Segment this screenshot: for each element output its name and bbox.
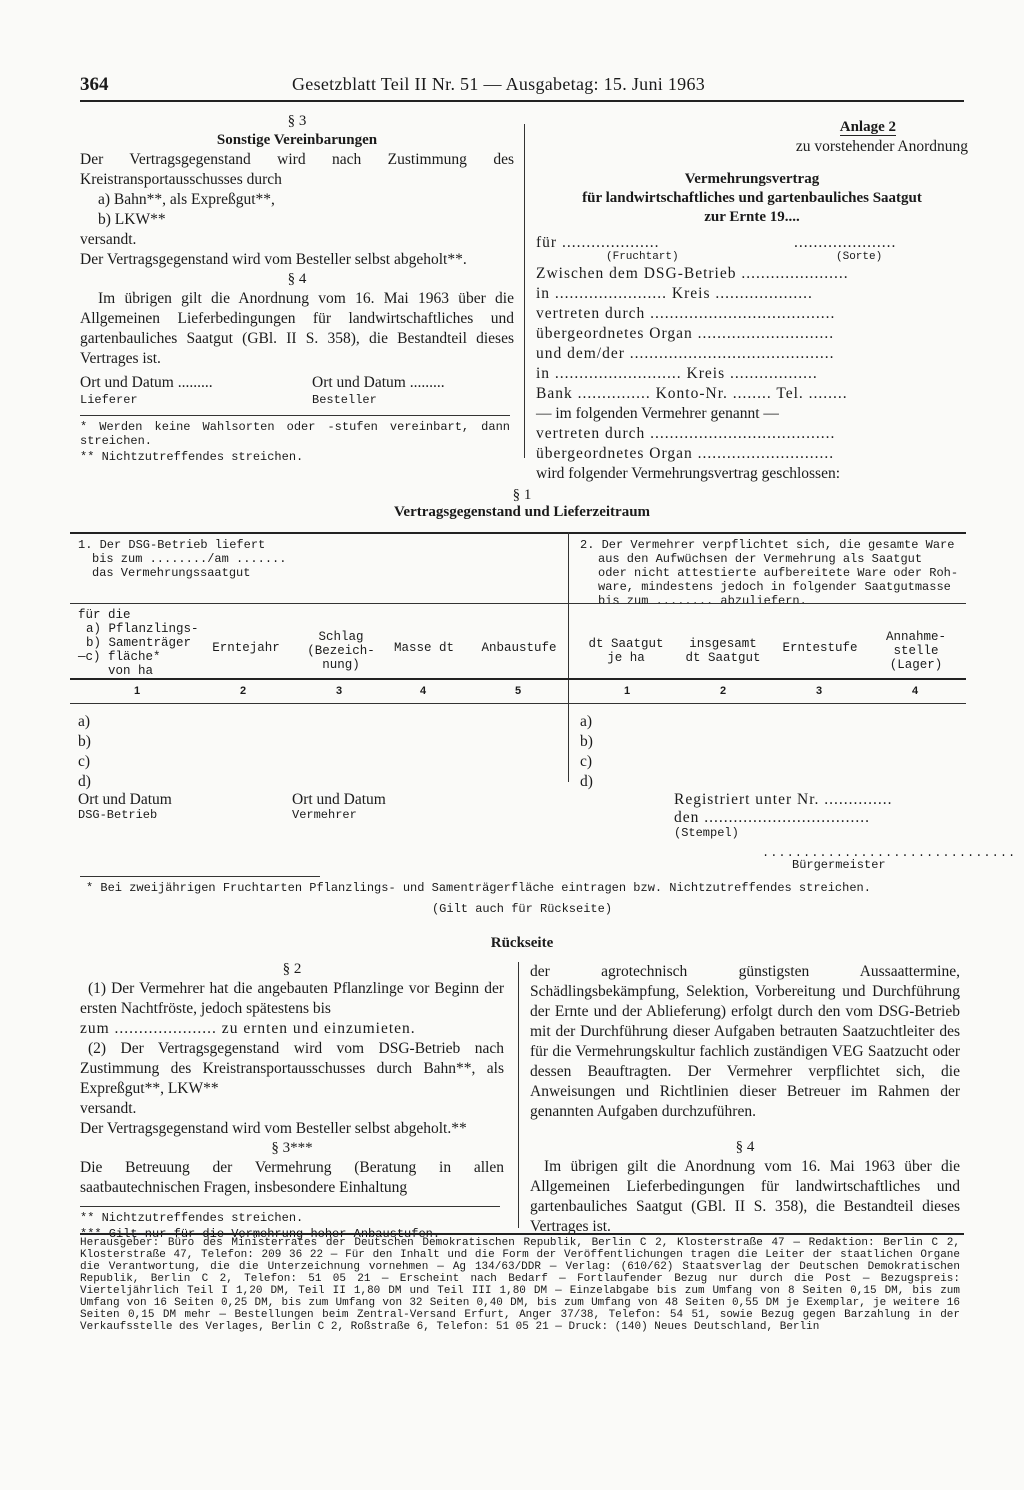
paragraph: (1) Der Vermehrer hat die angebauten Pflanzlinge vor Beginn der ersten Nachtfröste, jedoch spätestens bis — [80, 980, 504, 1017]
footnote: * Bei zweijährigen Fruchtarten Pflanzlings- und Samenträgerfläche eintragen bzw. Nichtzutreffendes streichen. — [86, 881, 871, 895]
role-label: Lieferer — [80, 393, 138, 407]
column-number: 5 — [515, 685, 522, 697]
box-left-text: 1. Der DSG-Betrieb liefert bis zum ......../am ....... das Vermehrungssaatgut — [78, 538, 287, 580]
footnote: *** Gilt nur für die Vermehrung hoher Anbaustufen. — [80, 1227, 441, 1241]
form-line: und dem/der .......................................... — [536, 345, 835, 362]
imprint: Herausgeber: Büro des Ministerrates der Deutschen Demokratischen Republik, Berlin C 2, Klosterstraße 47 — Redaktion: Berlin C 2, Klosterstraße 47, Telefon: 209 36 22 — Für den Inhalt und die Form der Veröffentlichungen tragen die Leiter der staatlichen Organe die Verantwortung, die die Unterzeichnung vornehmen — Ag 134/63/DDR — Verlag: (610/62) Staatsverlag der Deutschen Demokratischen Republik, Berlin C 2, Telefon: 51 05 21 — Erscheint nach Bedarf — Fortlaufender Bezug nur durch die Post — Bezugspreis: Vierteljährlich Teil I 1,20 DM, Teil II 1,80 DM und Teil III 1,80 DM — Einzelabgabe bis zum Umfang von 8 Seiten 0,15 DM, bis zum Umfang von 16 Seiten 0,25 DM, bis zum Umfang von 32 Seiten 0,40 DM, bis zum Umfang von 48 Seiten 0,55 DM je Exemplar, je weitere 16 Seiten 0,15 DM mehr — Bestellungen beim Zentral-Versand Erfurt, Anger 37/38, Telefon: 54 51, sowie Bezug gegen Barzahlung in der Verkaufsstelle des Verlages, Berlin C 2, Roßstraße 6, Telefon: 51 05 21 — Druck: (140) Neues Deutschland, Berlin — [80, 1237, 960, 1333]
box-right-text: 2. Der Vermehrer verpflichtet sich, die gesamte Ware aus den Aufwüchsen der Vermehrung als Saatgut oder nicht attestierte aufbereitete Ware oder Roh- ware, mindestens jedoch in folgender Saatgutmasse bis zum ........ abzuliefern. — [580, 538, 959, 608]
list-item: b) LKW** — [98, 211, 166, 228]
back-title: Rückseite — [490, 935, 554, 951]
paragraph: Die Betreuung der Vermehrung (Beratung in allen saatbautechnischen Fragen, insbesondere Einhaltung — [80, 1159, 504, 1196]
form-line: Bank ............... Konto-Nr. ........ Tel. ........ — [536, 385, 848, 402]
footnote: ** Nichtzutreffendes streichen. — [80, 1211, 304, 1225]
table-row: b) — [580, 733, 593, 750]
paragraph: der agrotechnisch günstigsten Aussaattermine, Schädlingsbekämpfung, Selektion, Vorbereitung und Durchführung der Ernte und der Ablieferung) erfolgt durch den vom DSG-Betrieb mit der Durchführung dieser Aufgaben betrauten Saatzuchtleiter des für die Vermehrungskultur fachlich zuständigen VEG Saatzucht oder dessen Beauftragten. Der Vermehrer verpflichtet sich, die Anweisungen und Richtlinien dieser Betreuer im Rahmen der genannten Aufgaben durchzuführen. — [530, 963, 960, 1120]
paragraph: Der Vertragsgegenstand wird vom Besteller selbst abgeholt.** — [80, 1120, 467, 1137]
mayor-signature-line: ............................... — [762, 846, 1017, 860]
back-note: (Gilt auch für Rückseite) — [431, 902, 613, 916]
role-label: Besteller — [312, 393, 377, 407]
date-line: den .................................. — [674, 809, 871, 826]
journal-title: Gesetzblatt Teil II Nr. 51 — Ausgabetag: 15. Juni 1963 — [292, 74, 706, 94]
table-rule — [70, 603, 966, 604]
table-row: d) — [78, 773, 91, 790]
table-row: c) — [78, 753, 91, 770]
contract-title: Vermehrungsvertrag — [684, 171, 820, 187]
column-number: 1 — [624, 685, 631, 697]
form-line: übergeordnetes Organ ............................ — [536, 325, 835, 342]
form-line: wird folgender Vermehrungsvertrag geschlossen: — [536, 465, 841, 482]
section-4-number: § 4 — [735, 1139, 755, 1155]
field-caption: (Fruchtart) — [606, 251, 679, 263]
paragraph: Im übrigen gilt die Anordnung vom 16. Mai 1963 über die Allgemeinen Lieferbedingungen für landwirtschaftliches und gartenbauliches Saatgut (GBl. II S. 358), die Bestandteil dieses Vertrages ist. — [530, 1158, 960, 1235]
signature-roles — [80, 393, 514, 409]
column-header-area: für die a) Pflanzlings- b) Samenträger —c) fläche* von ha — [78, 608, 199, 678]
form-line: übergeordnetes Organ ............................ — [536, 445, 835, 462]
section-2-number: § 2 — [282, 961, 302, 977]
paragraph: versandt. — [80, 231, 137, 248]
signature-role: DSG-Betrieb — [78, 808, 158, 822]
column-number: 3 — [816, 685, 823, 697]
section-4-number: § 4 — [287, 271, 307, 287]
column-header-year: Erntejahr — [212, 641, 280, 655]
table-top-rule — [70, 532, 966, 534]
column-header-reception: Annahme- stelle (Lager) — [885, 630, 946, 672]
list-item: a) Bahn**, als Expreßgut**, — [98, 191, 275, 208]
column-number: 2 — [720, 685, 727, 697]
footnotes — [80, 415, 510, 464]
section-1-heading: Vertragsgegenstand und Lieferzeitraum — [393, 504, 651, 520]
back-left-column — [80, 960, 504, 1241]
paragraph: Der Vertragsgegenstand wird vom Besteller selbst abgeholt**. — [80, 251, 467, 268]
column-divider — [518, 962, 519, 1228]
back-right-column — [530, 962, 960, 1237]
table-row: c) — [580, 753, 593, 770]
column-divider — [524, 124, 525, 458]
table-row: a) — [580, 713, 593, 730]
fuer-labels — [536, 251, 968, 264]
footnote: ** Nichtzutreffendes streichen. — [80, 450, 304, 464]
form-line: in ....................... Kreis .................... — [536, 285, 813, 302]
page-number: 364 — [80, 74, 109, 95]
annex-title: Anlage 2 — [839, 119, 896, 135]
fruchtart-field: für .................... — [536, 234, 660, 251]
running-header — [80, 72, 964, 102]
contract-subtitle: für landwirtschaftliches und gartenbauliches Saatgut — [582, 190, 922, 206]
contract-harvest: zur Ernte 19.... — [704, 209, 800, 225]
column-number: 4 — [912, 685, 919, 697]
paragraph: versandt. — [80, 1100, 137, 1117]
table-row: a) — [78, 713, 91, 730]
stamp-label: (Stempel) — [674, 826, 739, 840]
paragraph: Der Vertragsgegenstand wird nach Zustimmung des Kreistransportausschusses durch — [80, 151, 514, 188]
fuer-row — [536, 233, 968, 251]
column-header-mass: Masse dt — [393, 641, 454, 655]
right-column-top — [536, 118, 968, 484]
section-3-heading: Sonstige Vereinbarungen — [216, 132, 378, 148]
column-number: 1 — [134, 685, 141, 697]
table-divider — [568, 532, 569, 782]
form-line: Zwischen dem DSG-Betrieb ...................... — [536, 265, 849, 282]
section-3-number: § 3*** — [271, 1140, 313, 1156]
signature-role: Vermehrer — [292, 808, 357, 822]
column-number: 4 — [420, 685, 427, 697]
column-number: 3 — [336, 685, 343, 697]
table-row: b) — [78, 733, 91, 750]
paragraph: Im übrigen gilt die Anordnung vom 16. Mai 1963 über die Allgemeinen Lieferbedingungen für landwirtschaftliches und gartenbauliches Saatgut (GBl. II S. 358), die Bestandteil dieses Vertrages ist. — [80, 290, 514, 367]
section-1-number: § 1 — [512, 487, 532, 503]
imprint-rule — [80, 1233, 964, 1235]
row-labels-right — [580, 712, 593, 792]
footnotes — [80, 1206, 500, 1241]
left-column-top — [80, 112, 514, 464]
signature-row — [80, 373, 514, 393]
footnote-rule — [80, 876, 320, 877]
column-header-harvest-stage: Erntestufe — [782, 641, 858, 655]
column-header-seed-per-ha: dt Saatgut je ha — [588, 637, 664, 665]
paragraph: (2) Der Vertragsgegenstand wird vom DSG-Betrieb nach Zustimmung des Kreistransportausschusses durch Bahn**, als Expreßgut**, LKW** — [80, 1040, 504, 1097]
column-number: 2 — [240, 685, 247, 697]
signature-dsg: Ort und Datum — [78, 791, 172, 808]
form-line: vertreten durch ...................................... — [536, 305, 836, 322]
registration-line: Registriert unter Nr. .............. — [674, 791, 893, 808]
table-row: d) — [580, 773, 593, 790]
footnote: * Werden keine Wahlsorten oder -stufen vereinbart, dann streichen. — [80, 420, 510, 448]
form-line: vertreten durch ...................................... — [536, 425, 836, 442]
place-date-field: Ort und Datum ......... — [312, 374, 445, 391]
form-line: in .......................... Kreis .................. — [536, 365, 818, 382]
section-3-number: § 3 — [287, 113, 307, 129]
column-header-field: Schlag (Bezeich- nung) — [307, 630, 375, 672]
sorte-field: ..................... — [794, 234, 897, 251]
field-caption: (Sorte) — [836, 251, 883, 263]
column-header-total-seed: insgesamt dt Saatgut — [685, 637, 761, 665]
mayor-label: Bürgermeister — [792, 858, 886, 872]
annex-reference: zu vorstehender Anordnung — [795, 138, 968, 155]
paragraph: zum ..................... zu ernten und einzumieten. — [80, 1020, 416, 1037]
table-rule — [70, 678, 966, 680]
column-header-stage: Anbaustufe — [481, 641, 557, 655]
signature-vermehrer: Ort und Datum — [292, 791, 386, 808]
place-date-field: Ort und Datum ......... — [80, 374, 213, 391]
form-line: — im folgenden Vermehrer genannt — — [536, 405, 779, 422]
row-labels-left — [78, 712, 91, 792]
table-rule — [70, 703, 966, 704]
